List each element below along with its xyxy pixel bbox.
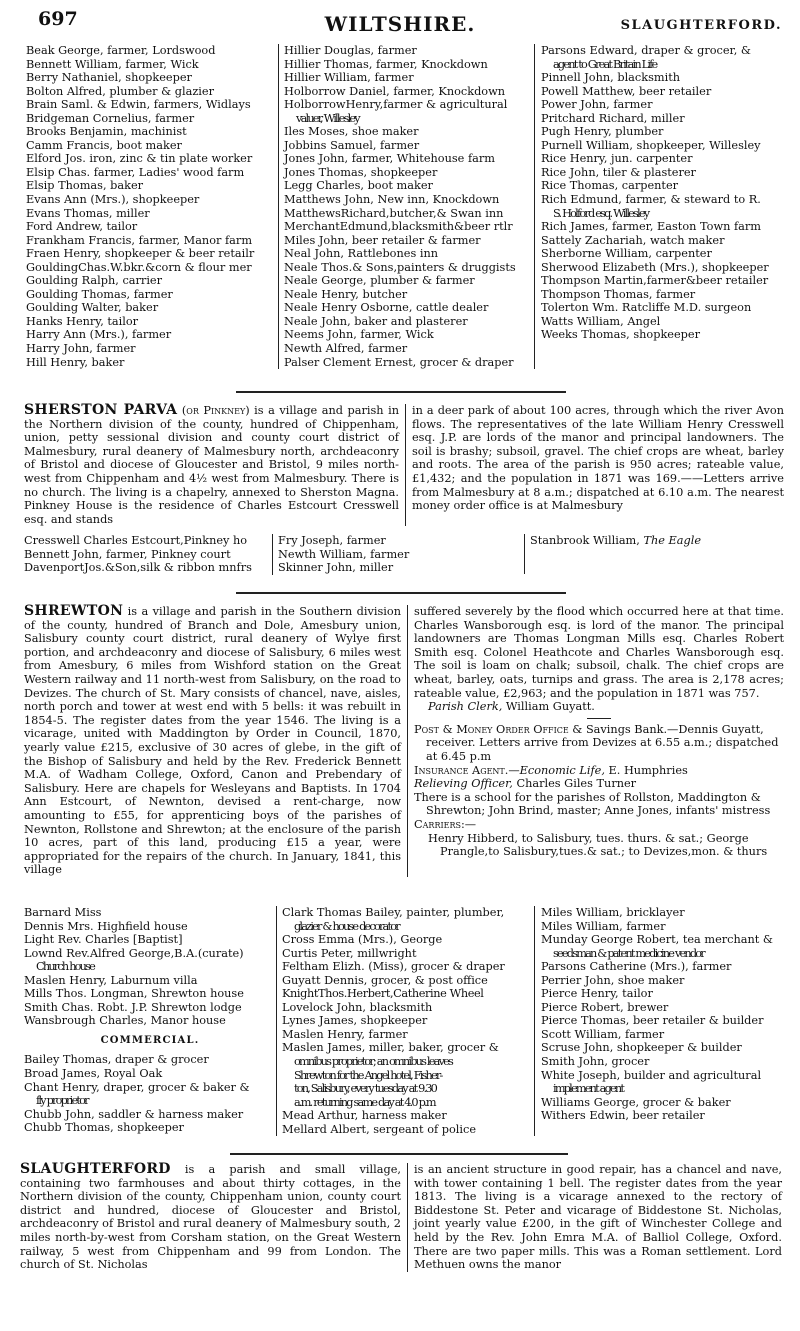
slaughterford-right-column: [407, 1163, 782, 1272]
list-entry: Chubb Thomas, shopkeeper: [24, 1121, 184, 1135]
list-entry: Sherborne William, carpenter: [541, 247, 712, 261]
sherston-description-cont: in a deer park of about 100 acres, through which the river Avon flows. The representatives of the late William Henry Cresswell esq. J.P. are lords of the manor and principal landowners. The soil is brashy; subsoil, gravel. The chief crops are wheat, barley and roots. The area of the parish is 950 acres; rateable value, £1,432; and the population in 1871 was 169.——Letters arrive from Malmesbury at 8 a.m.; dispatched at 6.10 a.m. The nearest money order office is at Malmesbury: [412, 404, 784, 513]
list-entry: Scott William, farmer: [541, 1027, 665, 1041]
county-title: WILTSHIRE.: [324, 12, 476, 36]
list-entry: Neale John, baker and plasterer: [284, 314, 468, 328]
list-entry: Cresswell Charles Estcourt,Pinkney ho: [24, 534, 248, 547]
relieving-officer-info: Relieving Officer, Charles Giles Turner: [414, 777, 637, 791]
list-entry: Elsip Thomas, baker: [26, 179, 144, 193]
list-entry: Berry Nathaniel, shopkeeper: [26, 71, 192, 85]
list-entry: Miles William, bricklayer: [541, 906, 685, 919]
list-entry: fly proprietor: [36, 1094, 88, 1108]
list-entry: Jobbins Samuel, farmer: [284, 138, 420, 152]
list-entry: Evans Ann (Mrs.), shopkeeper: [26, 193, 200, 207]
list-entry: Thompson Thomas, farmer: [541, 287, 696, 301]
list-entry: Iles Moses, shoe maker: [284, 125, 419, 139]
list-entry: glazier & house decorator: [294, 919, 399, 933]
list-entry: Shrewton for the Angel hotel, Fisher-: [294, 1068, 442, 1082]
inn-name: The Eagle: [643, 534, 702, 547]
list-entry: Power John, farmer: [541, 98, 653, 112]
list-entry: Neale Henry Osborne, cattle dealer: [284, 301, 489, 315]
school-info: There is a school for the parishes of Rollston, Maddington & Shrewton; John Brind, master; Anne Jones, infants' mistress: [414, 790, 771, 818]
list-entry: MerchantEdmund,blacksmith&beer rtlr: [284, 220, 513, 234]
list-entry: Beak George, farmer, Lordswood: [26, 44, 216, 57]
list-entry: Light Rev. Charles [Baptist]: [24, 933, 183, 947]
shrewton-left-column: [24, 605, 407, 877]
list-column-3: [534, 906, 790, 1136]
list-entry: Parsons Edward, draper & grocer, &: [541, 44, 751, 57]
shrewton-list: [24, 906, 790, 1136]
list-entry: Neale George, plumber & farmer: [284, 274, 475, 288]
section-divider: [236, 391, 566, 393]
list-entry: Withers Edwin, beer retailer: [541, 1109, 705, 1123]
list-entry: Dennis Mrs. Highfield house: [24, 919, 188, 933]
list-entry: Tolerton Wm. Ratcliffe M.D. surgeon: [541, 301, 752, 315]
list-entry: Church house: [36, 960, 95, 974]
slaughterford-description-cont: is an ancient structure in good repair, has a chancel and nave, with tower containing 1 bell. The register dates from the year 1813. The living is a vicarage annexed to the rectory of Biddestone St. Peter and vicarage of Biddestone St. Nicholas, joint yearly value £200, in the gift of Winchester College and held by the Rev. John Emra M.A. of Balliol College, Oxford. There are two paper mills. This was a Roman settlement. Lord Methuen owns the manor: [414, 1163, 782, 1272]
private-residents: [24, 906, 276, 1028]
list-entry: Barnard Miss: [24, 906, 102, 919]
list-entry: Rice Henry, jun. carpenter: [541, 152, 693, 166]
commercial-heading: COMMERCIAL.: [100, 1034, 200, 1046]
list-entry: Bailey Thomas, draper & grocer: [24, 1053, 209, 1067]
section-divider: [236, 592, 566, 594]
list-column-3: [534, 44, 792, 369]
list-entry: Rice Thomas, carpenter: [541, 179, 679, 193]
list-entry: Evans Thomas, miller: [26, 206, 150, 220]
sherston-left-column: [24, 404, 405, 526]
list-entry: Guyatt Dennis, grocer, & post office: [282, 973, 488, 987]
list-entry: Rice John, tiler & plasterer: [541, 165, 696, 179]
list-entry: a.m. returning same day at 4.0 p.m: [294, 1095, 435, 1109]
list-entry: Sattely Zachariah, watch maker: [541, 233, 725, 247]
place-name-heading: SLAUGHTERFORD: [20, 1161, 171, 1177]
list-entry: Pierce Thomas, beer retailer & builder: [541, 1014, 764, 1028]
list-entry: Pierce Henry, tailor: [541, 987, 653, 1001]
list-entry: ton, Salisbury, every tuesday at 9.30: [294, 1082, 437, 1096]
list-entry: Palser Clement Ernest, grocer & draper: [284, 355, 514, 369]
list-entry: Cross Emma (Mrs.), George: [282, 933, 443, 947]
list-entry: Jones Thomas, shopkeeper: [284, 165, 438, 179]
list-entry: Wansbrough Charles, Manor house: [24, 1014, 226, 1028]
list-entry: Goulding Walter, baker: [26, 301, 159, 315]
list-entry: KnightThos.Herbert,Catherine Wheel: [282, 987, 484, 1001]
list-entry: Thompson Martin,farmer&beer retailer: [541, 274, 769, 288]
list-entry: Maslen Henry, Laburnum villa: [24, 973, 198, 987]
list-entry: Bennett William, farmer, Wick: [26, 57, 199, 71]
list-entry: implement agent: [553, 1082, 624, 1096]
list-entry: Mellard Albert, sergeant of police: [282, 1122, 477, 1136]
list-entry: Rich James, farmer, Easton Town farm: [541, 220, 762, 234]
divider: [587, 718, 611, 719]
list-entry: Frankham Francis, farmer, Manor farm: [26, 233, 253, 247]
sherston-right-column: [405, 404, 784, 526]
list-column-2: [272, 534, 524, 575]
list-entry: Stanbrook William, The Eagle: [530, 534, 702, 547]
list-entry: Sherwood Elizabeth (Mrs.), shopkeeper: [541, 260, 769, 274]
list-entry: omnibus proprietor; an omnibus leaves: [294, 1055, 452, 1069]
list-entry: Rich Edmund, farmer, & steward to R.: [541, 193, 761, 207]
list-column-2: [278, 44, 534, 369]
list-entry: Neale Henry, butcher: [284, 287, 408, 301]
slaughterford-left-column: [20, 1163, 407, 1272]
list-entry: Harry John, farmer: [26, 342, 136, 356]
list-entry: Elsip Chas. farmer, Ladies' wood farm: [26, 165, 245, 179]
list-entry: Elford Jos. iron, zinc & tin plate worker: [26, 152, 253, 166]
place-alias: (or Pinkney): [181, 404, 250, 417]
list-entry: Newth Alfred, farmer: [284, 342, 408, 356]
list-entry: Powell Matthew, beer retailer: [541, 84, 712, 98]
list-entry: Munday George Robert, tea merchant &: [541, 933, 773, 947]
list-entry: Harry Ann (Mrs.), farmer: [26, 328, 172, 342]
list-entry: Skinner John, miller: [278, 561, 394, 575]
running-title: SLAUGHTERFORD.: [620, 18, 782, 33]
list-entry: Fry Joseph, farmer: [278, 534, 386, 547]
list-column-1: [24, 534, 272, 575]
list-entry: Bolton Alfred, plumber & glazier: [26, 84, 214, 98]
commercial-list-1: [24, 1053, 276, 1134]
list-entry: Parsons Catherine (Mrs.), farmer: [541, 960, 732, 974]
list-entry: Newth William, farmer: [278, 547, 410, 561]
list-entry: Goulding Thomas, farmer: [26, 287, 173, 301]
list-entry: Brooks Benjamin, machinist: [26, 125, 187, 139]
list-entry: Fraen Henry, shopkeeper & beer retailr: [26, 247, 255, 261]
list-entry: Lynes James, shopkeeper: [282, 1014, 428, 1028]
page-header: [0, 6, 800, 36]
list-entry: Clark Thomas Bailey, painter, plumber,: [282, 906, 505, 919]
list-entry: Curtis Peter, millwright: [282, 946, 417, 960]
list-column-2: [276, 906, 534, 1136]
list-entry: Scruse John, shopkeeper & builder: [541, 1041, 742, 1055]
shrewton-right-column: [407, 605, 784, 877]
slaughterford-entry: [20, 1163, 782, 1272]
list-entry: Pritchard Richard, miller: [541, 111, 685, 125]
list-entry: Perrier John, shoe maker: [541, 973, 685, 987]
list-entry: Pinnell John, blacksmith: [541, 71, 681, 85]
list-entry: Miles William, farmer: [541, 919, 666, 933]
list-entry: Mead Arthur, harness maker: [282, 1109, 447, 1123]
list-entry: Chubb John, saddler & harness maker: [24, 1107, 244, 1121]
parish-clerk: Parish Clerk, William Guyatt.: [428, 700, 595, 714]
list-entry: Lovelock John, blacksmith: [282, 1000, 433, 1014]
list-entry: Neems John, farmer, Wick: [284, 328, 434, 342]
list-entry: Lownd Rev.Alfred George,B.A.(curate): [24, 946, 244, 960]
list-entry: MatthewsRichard,butcher,& Swan inn: [284, 206, 504, 220]
list-entry: Broad James, Royal Oak: [24, 1067, 163, 1081]
list-entry: Hillier William, farmer: [284, 71, 414, 85]
list-entry: Pugh Henry, plumber: [541, 125, 664, 139]
list-entry: Ford Andrew, tailor: [26, 220, 138, 234]
list-entry: agent to Great Britain Life: [553, 57, 657, 71]
post-office-info: Post & Money Order Office & Savings Bank.—Dennis Guyatt, receiver. Letters arrive from Devizes at 6.55 a.m.; dispatched at 6.45 p.m: [414, 722, 779, 763]
list-entry: valuer, Willesley: [296, 111, 359, 125]
list-entry: Camm Francis, boot maker: [26, 138, 182, 152]
list-entry: Pierce Robert, brewer: [541, 1000, 669, 1014]
sherston-list: [24, 534, 784, 575]
list-entry: GouldingChas.W.bkr.&corn & flour mer: [26, 260, 252, 274]
list-entry: Mills Thos. Longman, Shrewton house: [24, 987, 244, 1001]
list-entry: Chant Henry, draper, grocer & baker &: [24, 1080, 250, 1094]
list-entry: Weeks Thomas, shopkeeper: [541, 328, 700, 342]
list-entry: Bennett John, farmer, Pinkney court: [24, 547, 231, 561]
list-column-3: [524, 534, 784, 574]
list-entry: Maslen James, miller, baker, grocer &: [282, 1041, 499, 1055]
list-entry: S. Holford esq. Willesley: [553, 206, 649, 220]
list-entry: Matthews John, New inn, Knockdown: [284, 193, 500, 207]
list-entry: Jones John, farmer, Whitehouse farm: [284, 152, 495, 166]
list-entry: Hanks Henry, tailor: [26, 314, 139, 328]
sherston-parva-entry: [24, 404, 784, 526]
list-entry: Hillier Thomas, farmer, Knockdown: [284, 57, 488, 71]
list-entry: Watts William, Angel: [541, 314, 661, 328]
list-entry: DavenportJos.&Son,silk & ribbon mnfrs: [24, 561, 252, 575]
list-entry: Hill Henry, baker: [26, 355, 125, 369]
shrewton-entry: [24, 605, 784, 877]
place-name-heading: SHERSTON PARVA: [24, 402, 178, 418]
list-column-1: [26, 44, 278, 369]
list-entry: Smith Chas. Robt. J.P. Shrewton lodge: [24, 1000, 242, 1014]
list-entry: Neal John, Rattlebones inn: [284, 247, 438, 261]
page-number: 697: [38, 8, 78, 30]
shrewton-description: is a village and parish in the Southern division of the county, hundred of Branch and Dole, Amesbury union, Salisbury county court district, rural deanery of Wylye first portion, and archdeaconry and diocese of Salisbury, 6 miles west from Amesbury, 6 miles from Wishford station on the Great Western railway and 11 north-west from Salisbury, on the road to Devizes. The church of St. Mary consists of chancel, nave, aisles, north porch and tower at west end with 5 bells: it was rebuilt in 1854-5. The register dates from the year 1546. The living is a vicarage, united with Maddington by Order in Council, 1870, yearly value £215, exclusive of 30 acres of glebe, in the gift of the Bishop of Salisbury and held by the Rev. Frederick Bennett M.A. of Wadham College, Oxford, Canon and Prebendary of Salisbury. Here are chapels for Wesleyans and Baptists. In 1704 Ann Estcourt, of Newnton, devised a rent-charge, now amounting to £55, for apprenticing boys of the parishes of Newnton, Rollstone and Shrewton; at the enclosure of the parish 10 acres, part of this land, producing £15 a year, were appropriated for the repairs of the church. In January, 1841, this village: [24, 605, 401, 877]
list-entry: Brain Saml. & Edwin, farmers, Widlays: [26, 98, 251, 112]
list-entry: White Joseph, builder and agricultural: [541, 1068, 762, 1082]
slaughterford-description: is a parish and small village, containing two farmhouses and about thirty cottages, in the Northern division of the county, Chippenham union, county court district and hundred, diocese of Gloucester and Bristol, archdeaconry of Bristol and rural deanery of Malmesbury south, 2 miles north-by-west from Corsham station, on the Great Western railway, 5 west from Chippenham and 99 from London. The church of St. Nicholas: [20, 1163, 401, 1272]
insurance-agent-info: Insurance Agent.—Economic Life, E. Humphries: [414, 763, 688, 777]
list-entry: Goulding Ralph, carrier: [26, 274, 163, 288]
list-entry: Neale Thos.& Sons,painters & druggists: [284, 260, 516, 274]
list-entry: Miles John, beer retailer & farmer: [284, 233, 481, 247]
list-entry: Legg Charles, boot maker: [284, 179, 433, 193]
carriers-info: Henry Hibberd, to Salisbury, tues. thurs. & sat.; George Prangle,to Salisbury,tues.& sat.; to Devizes,mon. & thurs: [428, 831, 768, 859]
list-entry: Bridgeman Cornelius, farmer: [26, 111, 195, 125]
list-entry: Purnell William, shopkeeper, Willesley: [541, 138, 761, 152]
place-name-heading: SHREWTON: [24, 603, 124, 619]
section1-list: [26, 44, 792, 369]
shrewton-description-cont: suffered severely by the flood which occurred here at that time. Charles Wansborough esq. is lord of the manor. The principal landowners are Thomas Longman Mills esq. Charles Robert Smith esq. Colonel Heathcote and Charles Wansborough esq. The soil is loam on chalk; subsoil, chalk. The chief crops are wheat, barley, oats, turnips and grass. The area is 2,178 acres; rateable value, £2,963; and the population in 1871 was 757.: [414, 605, 784, 700]
list-entry: Feltham Elizh. (Miss), grocer & draper: [282, 960, 505, 974]
sherston-description: is a village and parish in the Northern division of the county, hundred of Chippenham, union, petty sessional division and county court district of Malmesbury, rural deanery of Malmesbury north, archdeaconry of Bristol and diocese of Gloucester and Bristol, 9 miles north-west from Chippenham and 4½ west from Malmesbury. There is no church. The living is a chapelry, annexed to Sherston Magna. Pinkney House is the residence of Charles Estcourt Cresswell esq. and stands: [24, 404, 399, 526]
list-entry: Hillier Douglas, farmer: [284, 44, 417, 57]
list-entry: seedsman & patent medicine vendor: [553, 946, 704, 960]
carriers-label: Carriers:—: [414, 817, 477, 831]
list-column-1: [24, 906, 276, 1136]
list-entry: Maslen Henry, farmer: [282, 1027, 408, 1041]
list-entry: Williams George, grocer & baker: [541, 1095, 731, 1109]
list-entry: Holborrow Daniel, farmer, Knockdown: [284, 84, 506, 98]
list-entry: Smith John, grocer: [541, 1055, 650, 1069]
section-divider: [230, 1153, 568, 1155]
list-entry: HolborrowHenry,farmer & agricultural: [284, 98, 508, 112]
